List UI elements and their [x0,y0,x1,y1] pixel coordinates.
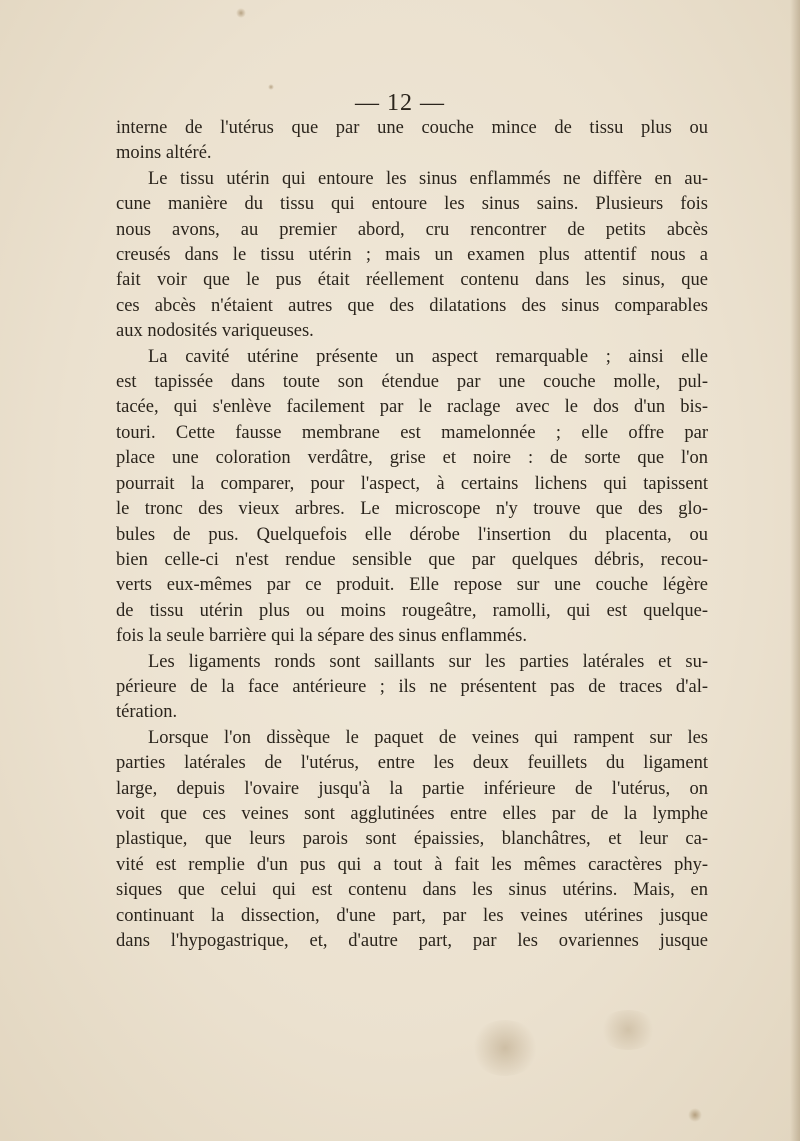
text-line: place une coloration verdâtre, grise et noire : de sorte que l'on [116,448,708,469]
text-line: vité est remplie d'un pus qui a tout à fait les mêmes caractères phy- [116,854,708,875]
text-line: dans l'hypogastrique, et, d'autre part, par les ovariennes jusque [116,931,708,951]
text-line: moins altéré. [116,143,212,164]
foxing-stain [688,1108,702,1122]
text-line: creusés dans le tissu utérin ; mais un examen plus attentif nous a [116,245,708,266]
text-line: fois la seule barrière qui la sépare des sinus enflammés. [116,626,527,647]
text-line: large, depuis l'ovaire jusqu'à la partie inférieure de l'utérus, on [116,778,708,799]
text-line: Les ligaments ronds sont saillants sur les parties latérales et su- [148,651,708,672]
text-line: cune manière du tissu qui entoure les sinus sains. Plusieurs fois [116,194,708,215]
text-line: de tissu utérin plus ou moins rougeâtre, ramolli, qui est quelque- [116,600,708,621]
text-line: Lorsque l'on dissèque le paquet de veines qui rampent sur les [148,727,708,748]
text-line: fait voir que le pus était réellement contenu dans les sinus, que [116,270,708,291]
text-line: parties latérales de l'utérus, entre les deux feuillets du ligament [116,753,708,774]
text-line: interne de l'utérus que par une couche mince de tissu plus ou [116,118,708,138]
text-line: nous avons, au premier abord, cru rencontrer de petits abcès [116,219,708,240]
text-line: pourrait la comparer, pour l'aspect, à certains lichens qui tapissent [116,473,708,494]
foxing-stain [470,1020,540,1076]
text-line: verts eux-mêmes par ce produit. Elle repose sur une couche légère [116,575,708,596]
text-line: le tronc des vieux arbres. Le microscope n'y trouve que des glo- [116,499,708,520]
text-line: continuant la dissection, d'une part, par les veines utérines jusque [116,905,708,926]
body-text [116,116,708,954]
foxing-stain [236,8,246,18]
page-edge-shadow [790,0,800,1141]
text-line: ces abcès n'étaient autres que des dilatations des sinus comparables [116,295,708,316]
text-line: bien celle-ci n'est rendue sensible que par quelques débris, recou- [116,549,708,570]
text-line: tacée, qui s'enlève facilement par le raclage avec le dos d'un bis- [116,397,708,418]
text-line: périeure de la face antérieure ; ils ne présentent pas de traces d'al- [116,676,708,697]
text-line: tération. [116,702,178,723]
text-line: bules de pus. Quelquefois elle dérobe l'insertion du placenta, ou [116,524,708,545]
text-line: voit que ces veines sont agglutinées entre elles par de la lymphe [116,803,708,824]
foxing-stain [598,1010,658,1050]
page-number: — 12 — [355,90,445,116]
text-line: plastique, que leurs parois sont épaissies, blanchâtres, et leur ca- [116,829,708,850]
text-line: Le tissu utérin qui entoure les sinus enflammés ne diffère en au- [148,168,708,189]
text-line: est tapissée dans toute son étendue par une couche molle, pul- [116,372,708,393]
text-line: aux nodosités variqueuses. [116,321,314,342]
text-line: La cavité utérine présente un aspect remarquable ; ainsi elle [148,346,708,367]
text-line: siques que celui qui est contenu dans les sinus utérins. Mais, en [116,880,708,901]
text-line: touri. Cette fausse membrane est mamelonnée ; elle offre par [116,422,708,443]
